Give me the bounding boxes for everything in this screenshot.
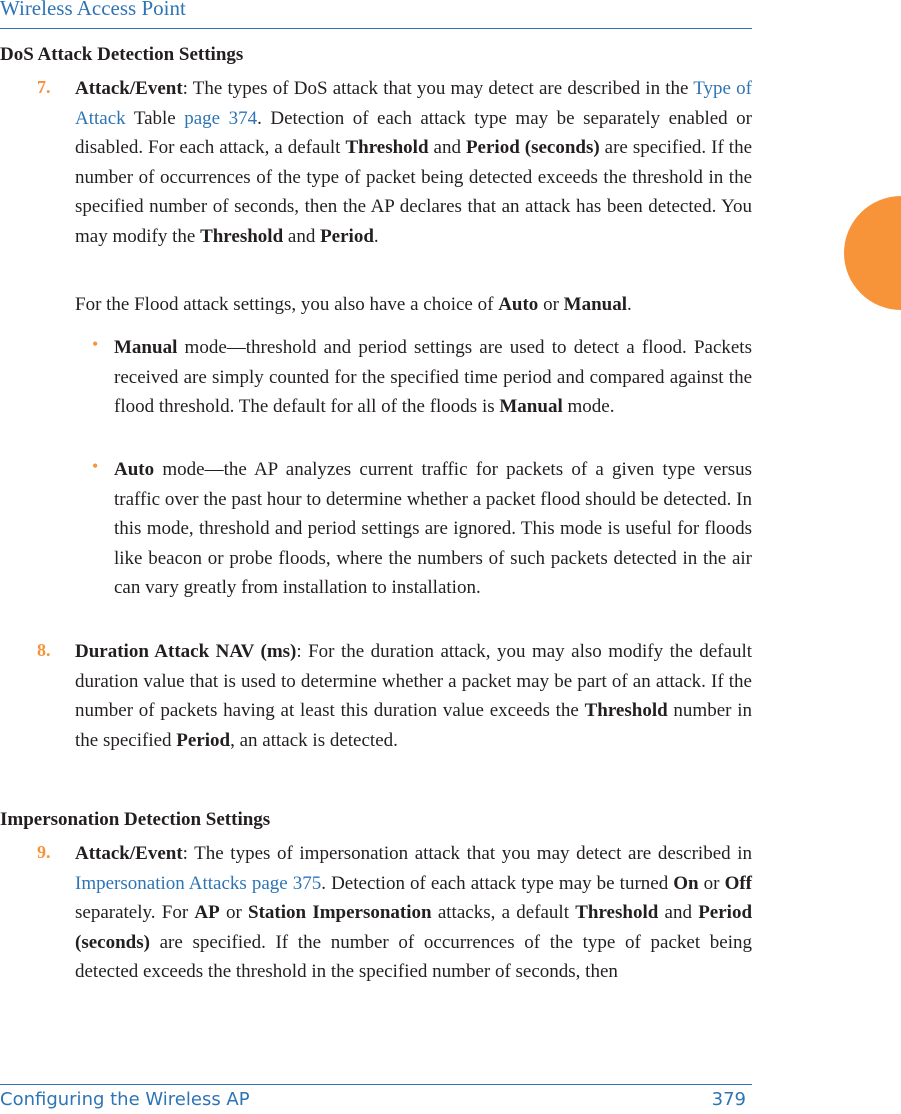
text: : The types of impersonation attack that you may detect are described in — [182, 843, 752, 864]
text: separately. For — [75, 902, 195, 923]
text: : The types of DoS attack that you may detect are described in the — [182, 78, 694, 99]
section-heading-dos: DoS Attack Detection Settings — [0, 44, 244, 65]
item-number-7: 7. — [37, 77, 51, 97]
text: mode—threshold and period settings are used to detect a flood. Packets received are simply counted for the specified time period and compared against the flood threshold. The default for all of the floods is — [114, 337, 752, 417]
term-period: Period — [176, 729, 231, 751]
link-page-374[interactable]: page 374 — [184, 107, 258, 129]
text: are specified. If the number of occurrences of the type of packet being detected exceeds the threshold in the specified number of seconds, then the AP declares that an attack has been detected. You may modify the — [75, 137, 753, 247]
item-8-duration-attack — [75, 637, 752, 755]
item-number-8: 8. — [37, 640, 51, 660]
section-heading-impersonation: Impersonation Detection Settings — [0, 809, 271, 830]
text: are specified. If the number of occurrences of the type of packet being detected exceeds the threshold in the specified number of seconds, then — [75, 931, 752, 982]
term-manual: Manual — [563, 294, 627, 315]
term-off: Off — [724, 872, 752, 894]
term-ap: AP — [194, 902, 220, 923]
running-header — [0, 0, 752, 29]
term-manual: Manual — [499, 396, 563, 417]
text: or — [538, 294, 564, 315]
link-impersonation-attacks[interactable]: Impersonation Attacks page 375 — [75, 872, 322, 894]
text: mode—the AP analyzes current traffic for packets of a given type versus traffic over the past hour to determine whether a packet flood should be detected. In this mode, threshold and period settings are ignored. This mode is useful for floods like beacon or probe floods, where the numbers of such packets detected in the air can vary greatly from installation to installation. — [114, 459, 752, 598]
text: For the Flood attack settings, you also have a choice of — [75, 294, 499, 315]
header-title: Wireless Access Point — [0, 0, 186, 20]
text: or — [219, 902, 249, 923]
term-duration-attack-nav: Duration Attack NAV (ms) — [75, 641, 297, 662]
item-7-attack-event — [75, 74, 752, 251]
text: Table — [125, 107, 185, 129]
text: mode. — [562, 396, 615, 417]
flood-settings-paragraph — [75, 290, 752, 320]
term-manual: Manual — [114, 337, 178, 358]
bullet-icon: • — [92, 456, 99, 476]
bullet-icon: • — [92, 334, 99, 354]
term-auto: Auto — [114, 459, 155, 480]
term-attack-event: Attack/Event — [75, 78, 183, 99]
text: and — [283, 225, 321, 247]
item-number-9: 9. — [37, 842, 51, 862]
text: . Detection of each attack type may be turned — [321, 872, 674, 894]
term-period-seconds: Period (seconds) — [465, 137, 600, 158]
footer-chapter-title: Configuring the Wireless AP — [0, 1089, 250, 1110]
term-threshold: Threshold — [575, 902, 659, 923]
text: : For the duration attack, you may also modify the default duration value that is used to determine whether a packet may be part of an attack. If the number of packets having at least this duration value exceeds the — [75, 641, 753, 721]
footer-page-number: 379 — [711, 1089, 746, 1110]
term-threshold: Threshold — [345, 137, 429, 158]
term-station-impersonation: Station Impersonation — [248, 902, 432, 923]
chapter-tab-marker — [844, 196, 901, 310]
text: . Detection of each attack type may be separately enabled or disabled. For each attack, a default — [75, 107, 752, 158]
item-9-impersonation-event — [75, 839, 752, 987]
text: and — [428, 137, 466, 158]
text: . — [627, 294, 632, 315]
bullet-auto-mode — [114, 455, 752, 603]
text: number in the specified — [75, 700, 752, 751]
footer-divider — [0, 1084, 752, 1085]
text: . — [373, 225, 379, 247]
term-on: On — [673, 872, 699, 894]
term-threshold: Threshold — [584, 700, 668, 721]
text: attacks, a default — [431, 902, 576, 923]
term-period-seconds: Period (seconds) — [75, 902, 753, 953]
link-type-of-attack[interactable]: Type of Attack — [75, 78, 752, 129]
term-period: Period — [320, 225, 374, 247]
term-threshold: Threshold — [200, 225, 284, 247]
bullet-manual-mode — [114, 333, 752, 422]
text: or — [698, 872, 725, 894]
term-auto: Auto — [498, 294, 539, 315]
text: and — [658, 902, 699, 923]
term-attack-event: Attack/Event — [75, 843, 183, 864]
text: , an attack is detected. — [230, 729, 398, 751]
